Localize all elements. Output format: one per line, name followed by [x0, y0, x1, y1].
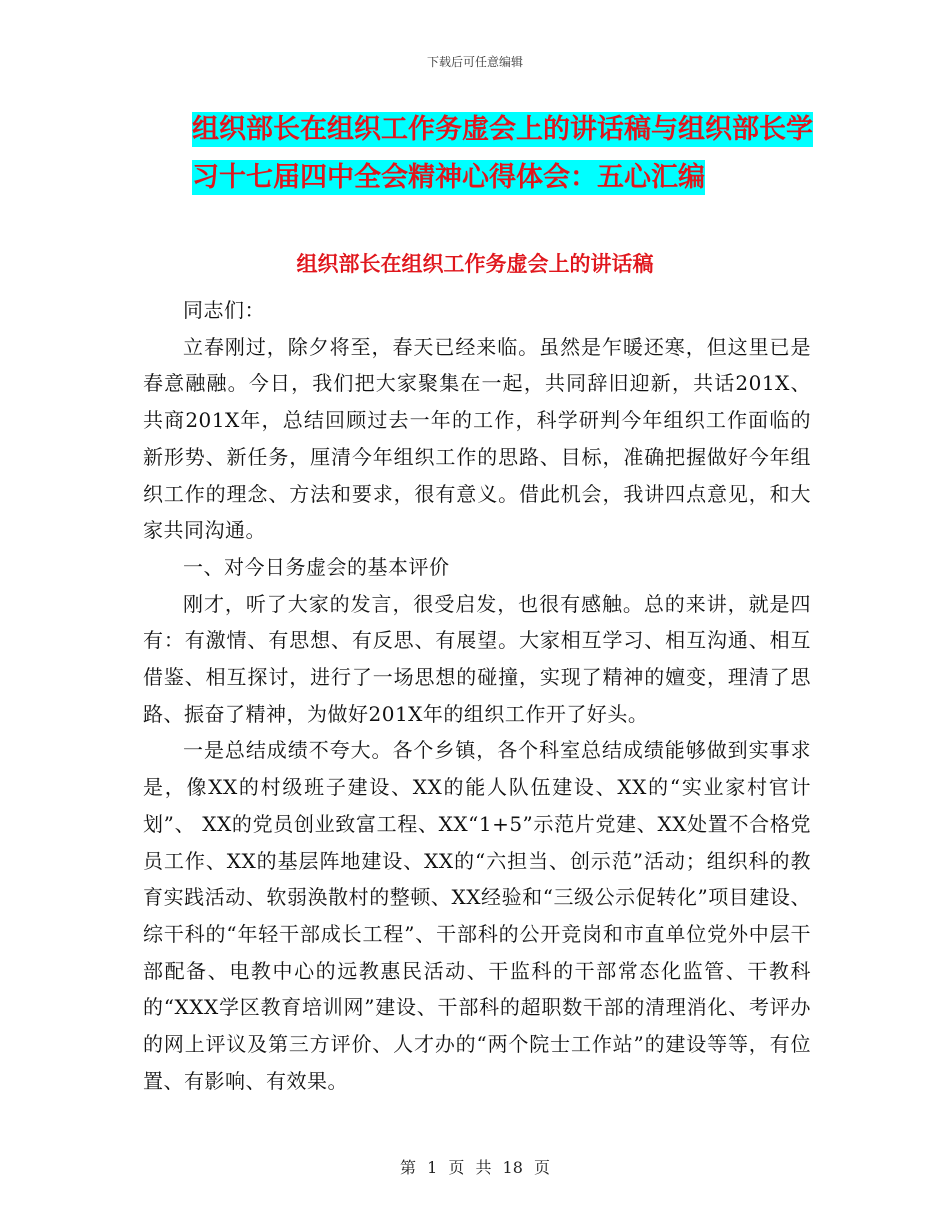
page-footer: 第 1 页 共 18 页 — [400, 1158, 550, 1177]
paragraph-evaluation: 刚才，听了大家的发言，很受启发，也很有感触。总的来讲，就是四有：有激情、有思想、有反思、有展望。大家相互学习、相互沟通、相互借鉴、相互探讨，进行了一场思想的碰撞，实现了精神的嬗变，理清了思路、振奋了精神，为做好201X年的组织工作开了好头。 — [143, 591, 811, 726]
document-title-line-1: 组织部长在组织工作务虚会上的讲话稿与组织部长学 — [192, 114, 813, 145]
body-text — [143, 292, 811, 1099]
subheading-1: 一、对今日务虚会的基本评价 — [183, 554, 450, 579]
section-title: 组织部长在组织工作务虚会上的讲话稿 — [296, 252, 654, 276]
salutation: 同志们： — [183, 298, 265, 322]
document-title — [140, 106, 820, 202]
document-title-line-2: 习十七届四中全会精神心得体会：五心汇编 — [192, 162, 705, 193]
paragraph-achievements: 一是总结成绩不夸大。各个乡镇，各个科室总结成绩能够做到实事求是，像XX的村级班子建设、XX的能人队伍建设、XX的“实业家村官计划”、 XX的党员创业致富工程、XX“1+5”示范片党建、XX处置不合格党员工作、XX的基层阵地建设、XX的“六担当、创示范”活动；组织科的教育实践活动、软弱涣散村的整顿、XX经验和“三级公示促转化”项目建设、综干科的“年轻干部成长工程”、干部科的公开竞岗和市直单位党外中层干部配备、电教中心的远教惠民活动、干监科的干部常态化监管、干教科的“XXX学区教育培训网”建设、干部科的超职数干部的清理消化、考评办的网上评议及第三方评价、人才办的“两个院士工作站”的建设等等，有位置、有影响、有效果。 — [143, 738, 811, 1093]
header-note: 下载后可任意编辑 — [426, 55, 523, 69]
paragraph-intro: 立春刚过，除夕将至，春天已经来临。虽然是乍暖还寒，但这里已是春意融融。今日，我们把大家聚集在一起，共同辞旧迎新，共话201X、共商201X年，总结回顾过去一年的工作，科学研判今年组织工作面临的新形势、新任务，厘清今年组织工作的思路、目标，准确把握做好今年组织工作的理念、方法和要求，很有意义。借此机会，我讲四点意见，和大家共同沟通。 — [143, 334, 811, 543]
